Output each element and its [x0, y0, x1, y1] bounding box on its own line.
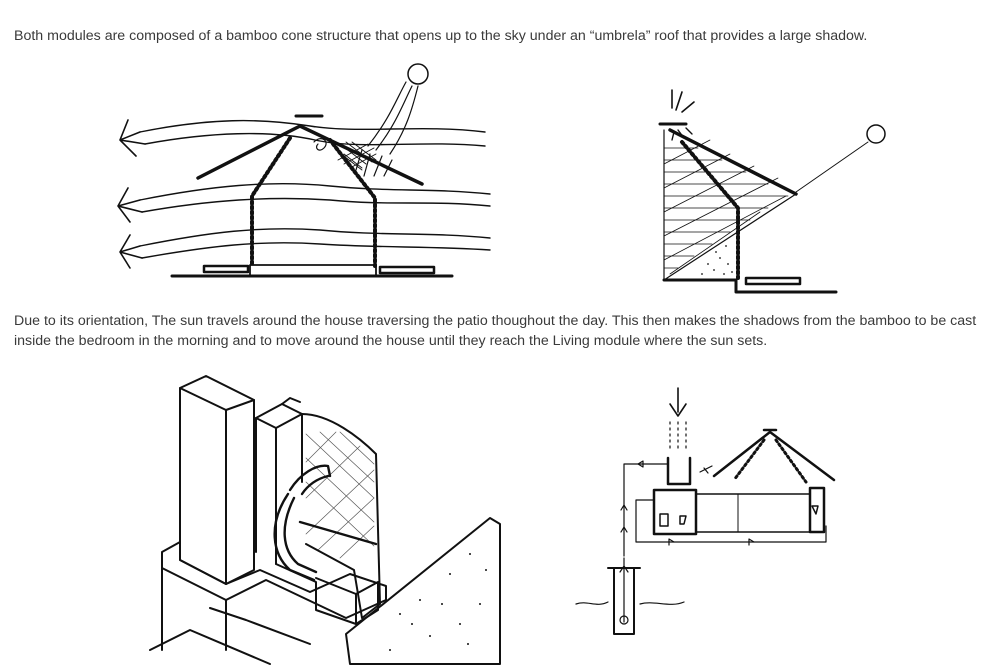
right-deck	[380, 267, 434, 273]
roof	[714, 432, 834, 480]
left-deck	[204, 266, 248, 272]
lower-tube	[276, 564, 378, 624]
tube-frame	[256, 398, 302, 564]
sun-icon	[408, 64, 428, 84]
mesh-hatch	[306, 432, 374, 558]
bamboo-cone	[682, 142, 738, 278]
floor-slab	[250, 265, 376, 276]
umbrella-roof	[198, 126, 422, 184]
orientation-paragraph: Due to its orientation, The sun travels around the house traversing the patio thoughout the day. This then makes the shadows from the bamboo to be cast inside the bedroom in the morning and to move around the house until they reach the Living module where the sun sets.	[14, 313, 977, 349]
shadow-section-sketch	[650, 88, 900, 298]
room-box	[696, 494, 810, 532]
deck	[746, 278, 800, 284]
rain-arrow	[670, 388, 686, 416]
ground-texture	[389, 553, 487, 651]
section-wind-sketch	[100, 60, 500, 290]
base-platform	[150, 542, 386, 664]
bathroom-box	[654, 490, 696, 534]
water-level	[576, 602, 684, 604]
ground-line	[664, 280, 836, 292]
rain-drops	[670, 422, 686, 452]
textured-ground	[346, 518, 500, 664]
flow-arrow	[700, 466, 712, 473]
bamboo-cone	[734, 440, 806, 482]
toilet-icon	[660, 506, 818, 526]
isometric-bamboo-sketch	[150, 374, 510, 664]
shadow-triangle	[664, 130, 796, 280]
wall-block	[180, 376, 254, 584]
intro-paragraph: Both modules are composed of a bamboo cone structure that opens up to the sky under an “umbrela” roof that provides a large shadow.	[14, 28, 868, 44]
sun-icon	[867, 125, 885, 143]
water-tank	[668, 458, 690, 484]
sun-ray	[796, 142, 868, 192]
sun-glare-marks	[672, 90, 694, 112]
water-system-sketch	[574, 382, 854, 644]
